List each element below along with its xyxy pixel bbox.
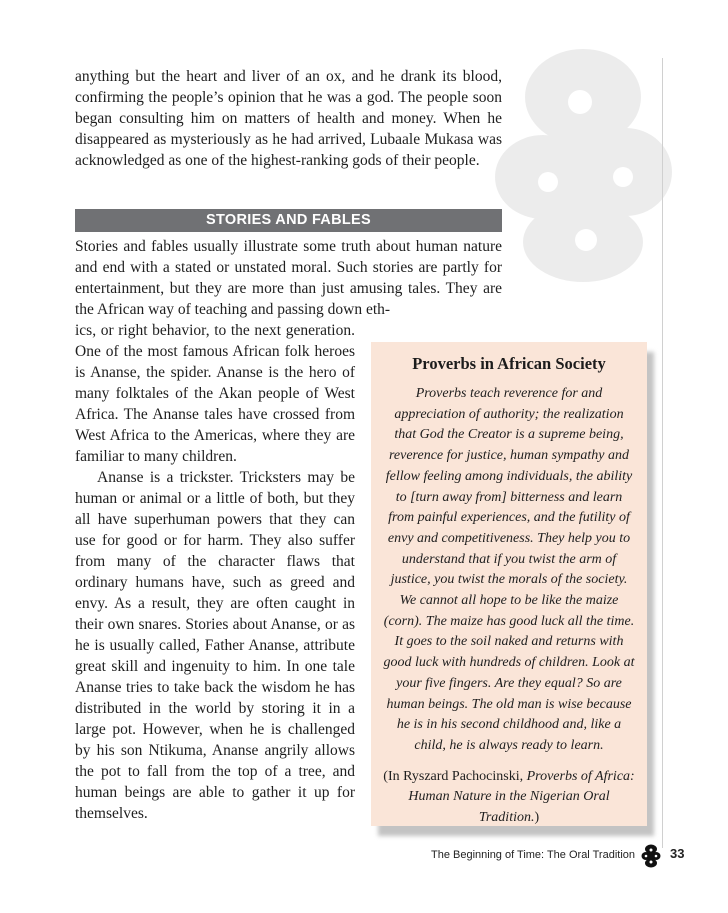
page-number: 33 xyxy=(670,846,685,861)
section-heading: STORIES AND FABLES xyxy=(75,209,502,232)
adinkra-symbol-icon xyxy=(641,844,661,868)
stories-paragraph: Stories and fables usually illustrate some truth about human nature and end with a stated or unstated moral. Such stories are partly for entertainment, but they are more than just amusing tales. They are the African way of teaching and passing down eth- xyxy=(75,238,502,318)
margin-rule xyxy=(662,58,663,848)
ananse-intro-paragraph: ics, or right behavior, to the next generation. One of the most famous African folk heroes is Ananse, the spider. Ananse is the hero of many folktales of the Akan people of West Africa. The Ananse tales have crossed from West Africa to the Americas, where they are familiar to many children. xyxy=(75,322,355,465)
sidebar-title: Proverbs in African Society xyxy=(412,354,606,373)
gye-nyame-watermark-icon xyxy=(488,42,678,287)
proverbs-sidebar xyxy=(371,342,647,826)
trickster-paragraph: Ananse is a trickster. Tricksters may be human or animal or a little of both, but they all have superhuman powers that they can use for good or for harm. They also suffer from many of the character flaws that ordinary humans have, such as greed and envy. As a result, they are often caught in their own snares. Stories about Ananse, or as he is usually called, Father Ananse, attribute great skill and ingenuity to him. In one tale Ananse tries to take back the wisdom he has distributed in the world by storing it in a large pot. However, when he is challenged by his son Ntikuma, Ananse angrily allows the pot to fall from the top of a tree, and human beings are able to gather it up for themselves. xyxy=(75,469,355,822)
text-column xyxy=(75,320,355,824)
sidebar-quote: Proverbs teach reverence for and appreciation of authority; the realization that God the Creator is a supreme being, reverence for justice, human sympathy and fellow feeling among individuals, the ability to [turn away from] bitterness and learn from painful experiences, and the futility of envy and competitiveness. They help you to understand that if you twist the arm of justice, you twist the morals of the society. We cannot all hope to be like the maize (corn). The maize has good luck all the time. It goes to the soil naked and returns with good luck with hundreds of children. Look at your five fingers. Are they equal? So are human beings. The old man is wise because he is in his second childhood and, like a child, he is always ready to learn. xyxy=(383,386,635,753)
intro-paragraph: anything but the heart and liver of an ox, and he drank its blood, confirming the people’s opinion that he was a god. The people soon began consulting him on matters of health and money. When he disappeared as mysteriously as he had arrived, Lubaale Mukasa was acknowledged as one of the highest-ranking gods of their people. xyxy=(75,68,502,169)
running-title: The Beginning of Time: The Oral Tradition xyxy=(430,849,635,861)
citation-title: Proverbs of Africa: Human Nature in the Nigerian Oral Tradition. xyxy=(408,768,635,826)
sidebar-citation xyxy=(383,767,635,829)
citation-suffix: ) xyxy=(534,810,540,826)
citation-prefix: (In Ryszard Pachocinski, xyxy=(383,768,527,784)
